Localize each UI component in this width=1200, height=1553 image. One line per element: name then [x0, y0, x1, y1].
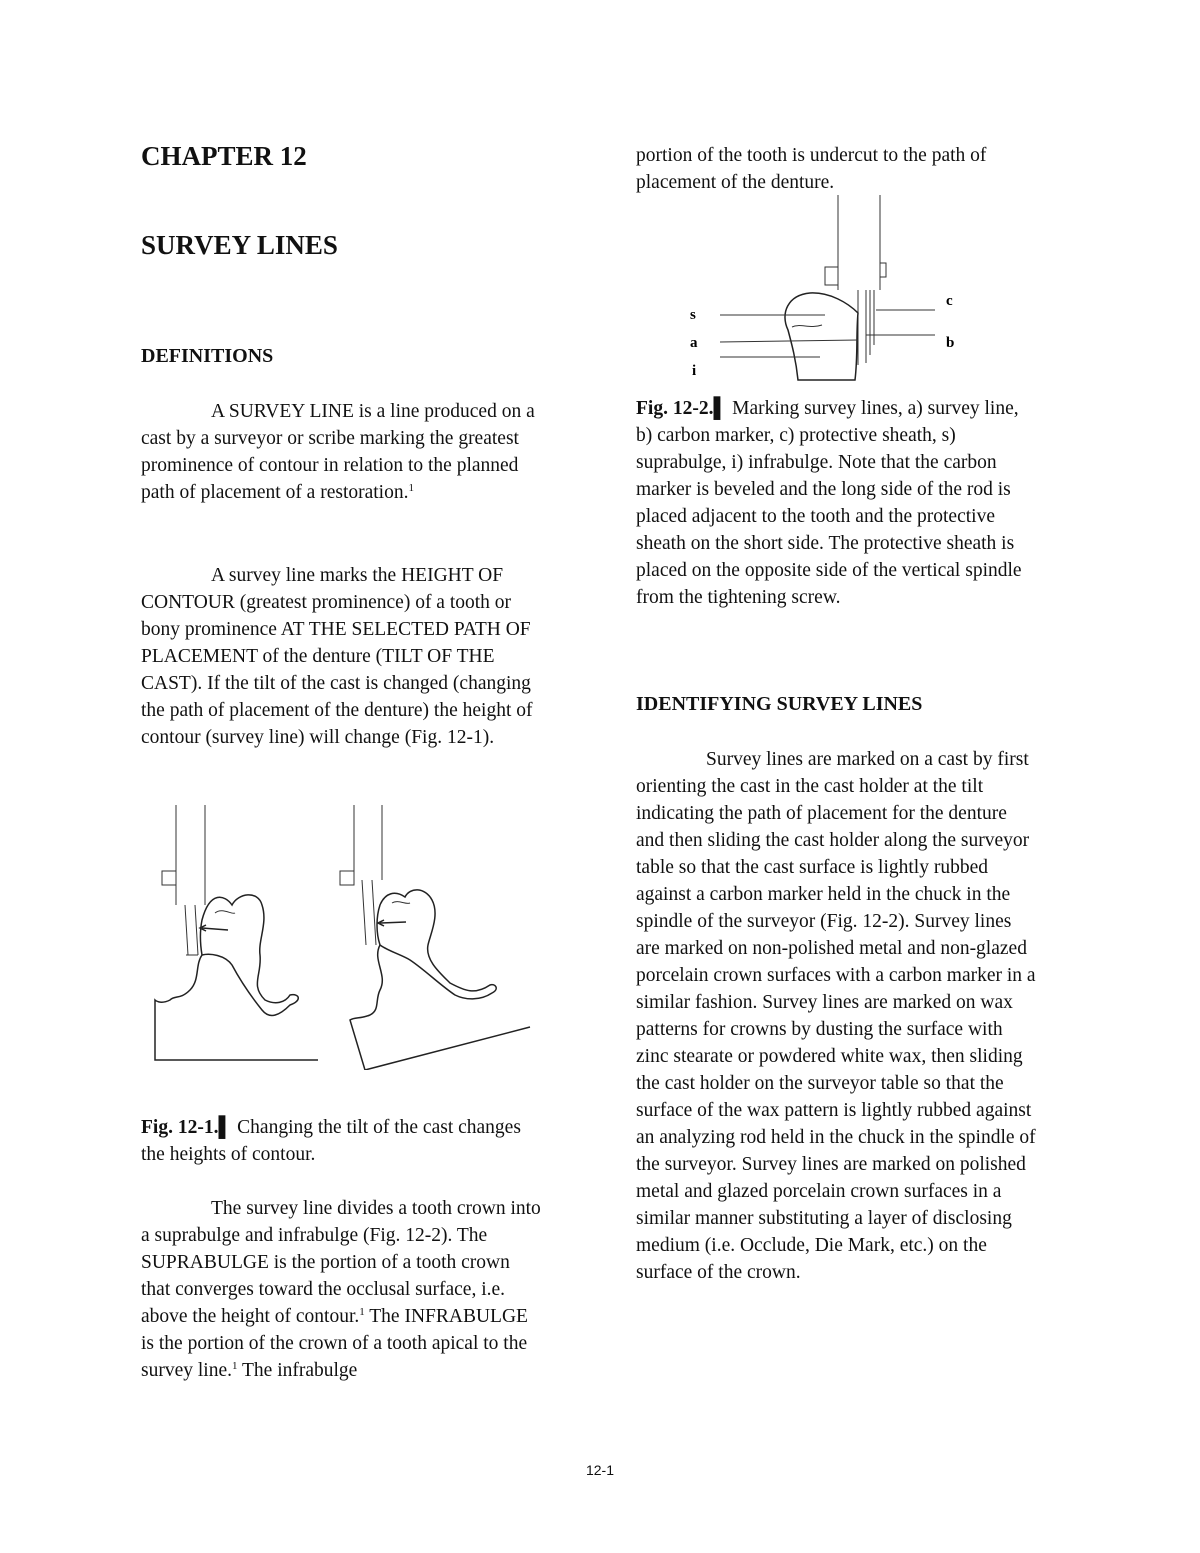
- page-title: SURVEY LINES: [141, 230, 338, 260]
- figure-12-1-illustration: [140, 805, 540, 1070]
- fig2-label-c: c: [946, 293, 953, 309]
- fig2-label-a: a: [690, 335, 698, 351]
- infrabulge-continuation-paragraph: portion of the tooth is undercut to the path of placement of the denture.: [636, 145, 987, 193]
- figure-12-2-caption: Fig. 12-2.▌ Marking survey lines, a) survey line, b) carbon marker, c) protective sheath, s) suprabulge, i) infrabulge. Note that the carbon marker is beveled and the long side of the rod is placed adjacent to the tooth and the protective sheath on the short side. The protective sheath is placed on the opposite side of the vertical spindle from the tightening screw.: [636, 398, 1022, 608]
- height-of-contour-paragraph: A survey line marks the HEIGHT OF CONTOUR (greatest prominence) of a tooth or bony prominence AT THE SELECTED PATH OF PLACEMENT of the denture (TILT OF THE CAST). If the tilt of the cast is changed (changing the path of placement of the denture) the height of contour (survey line) will change (Fig. 12-1).: [141, 565, 533, 748]
- fig1-left-arrow: [202, 928, 228, 930]
- chapter-heading: CHAPTER 12: [141, 141, 307, 171]
- identifying-survey-lines-heading: IDENTIFYING SURVEY LINES: [636, 693, 923, 715]
- fig2-tooth: [785, 293, 858, 380]
- fig2-label-b: b: [946, 335, 955, 351]
- fig1-right-arrow: [380, 922, 406, 923]
- fig1-left-spindle: [162, 805, 205, 955]
- fig1-right-tooth: [377, 890, 496, 999]
- fig2-line-a: [720, 340, 858, 342]
- identifying-survey-lines-paragraph: Survey lines are marked on a cast by first orienting the cast in the cast holder at the tilt indicating the path of placement for the denture and then sliding the cast holder along the surveyor table so that the cast surface is lightly rubbed against a carbon marker held in the chuck in the spindle of the surveyor (Fig. 12-2). Survey lines are marked on non-polished metal and non-glazed porcelain crown surfaces with a carbon marker in a similar fashion. Survey lines are marked on wax patterns for crowns by dusting the surface with zinc stearate or powdered white wax, then sliding the cast holder on the surveyor table so that the surface of the wax pattern is lightly rubbed against an analyzing rod held in the chuck in the spindle of the surveyor. Survey lines are marked on polished metal and glazed porcelain crown surfaces in a similar manner substituting a layer of disclosing medium (i.e. Occlude, Die Mark, etc.) on the surface of the crown.: [636, 749, 1036, 1283]
- fig2-label-i: i: [692, 363, 697, 379]
- figure-12-2-illustration: [680, 195, 980, 385]
- definition-survey-line-paragraph: A SURVEY LINE is a line produced on a cast by a surveyor or scribe marking the greatest prominence of contour in relation to the planned path of placement of a restoration.$^1$: [141, 401, 535, 503]
- fig2-spindle: [825, 195, 886, 365]
- suprabulge-infrabulge-paragraph: The survey line divides a tooth crown into a suprabulge and infrabulge (Fig. 12-2). The SUPRABULGE is the portion of a tooth crown that converges toward the occlusal surface, i.e. above the height of contour.$^1$ The INFRABULGE is the portion of the crown of a tooth apical to the survey line.$^1$ The infrabulge: [141, 1198, 541, 1381]
- fig2-label-s: s: [690, 307, 696, 323]
- definitions-heading: DEFINITIONS: [141, 345, 274, 367]
- fig1-right-root: [350, 945, 530, 1070]
- fig1-right-spindle: [340, 805, 382, 945]
- fig1-left-root: [155, 955, 318, 1060]
- page-number: 12-1: [585, 1462, 615, 1478]
- figure-12-1-caption: Fig. 12-1.▌ Changing the tilt of the cast changes the heights of contour.: [141, 1117, 521, 1165]
